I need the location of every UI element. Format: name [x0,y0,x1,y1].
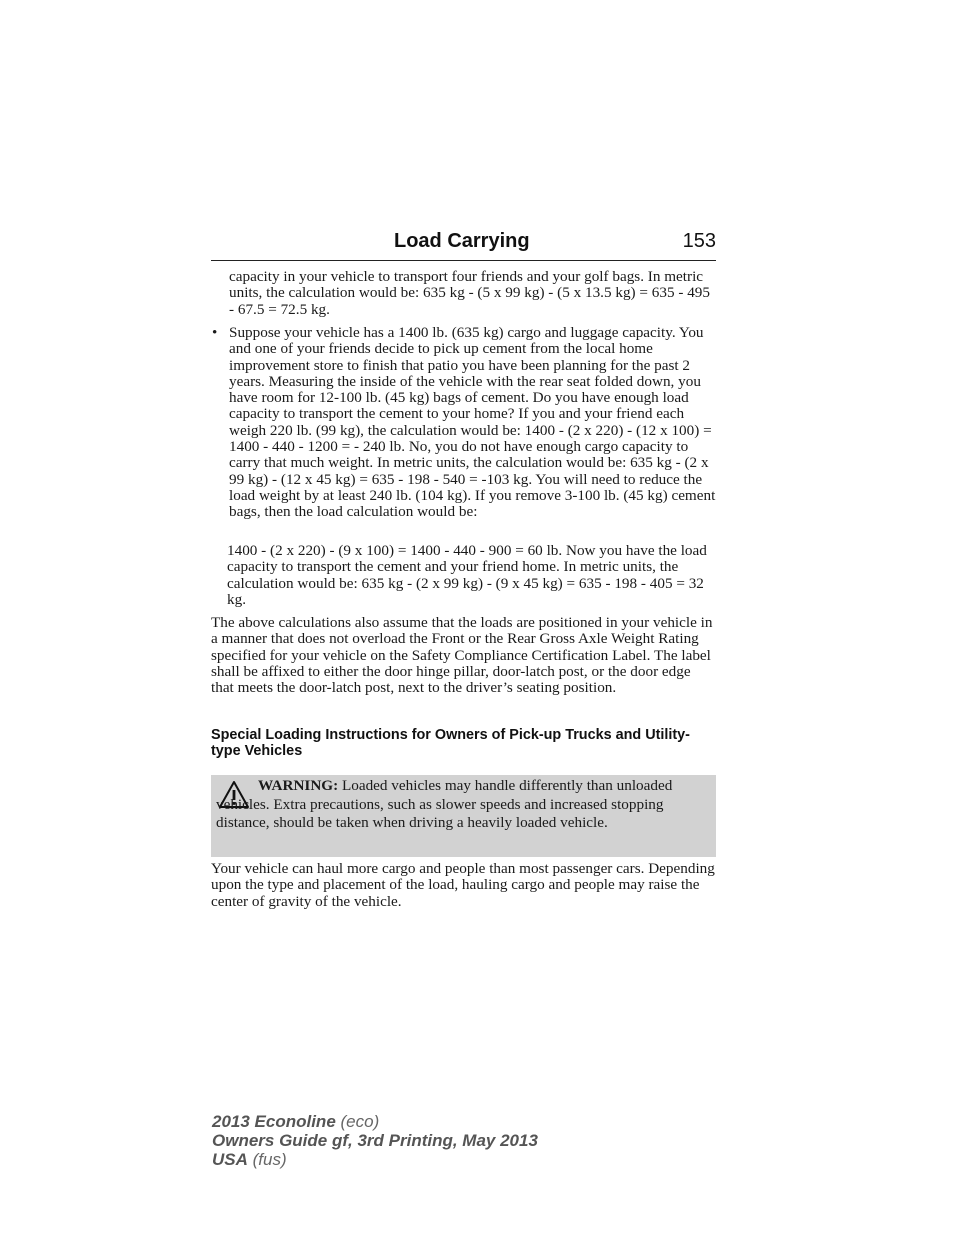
warning-box [211,775,716,857]
warning-label: WARNING: [258,777,339,794]
footer-market-line [212,1150,612,1169]
footer-market-code: (fus) [252,1150,287,1169]
section-title: Load Carrying [394,230,530,252]
page-footer [212,1112,612,1169]
footer-model-line [212,1112,612,1131]
footer-guide: Owners Guide gf, 3rd Printing, May 2013 [212,1131,538,1150]
footer-guide-line [212,1131,612,1150]
continued-paragraph: capacity in your vehicle to transport four friends and your golf bags. In metric units, the calculation would be: 635 kg - (5 x 99 kg) - (5 x 13.5 kg) = 635 - 495 - 67.5 = 72.5 kg. [229,268,710,318]
center-of-gravity-paragraph: Your vehicle can haul more cargo and people than most passenger cars. Depending upon the type and placement of the load, hauling cargo and people may raise the center of gravity of the vehicle. [211,860,715,910]
bullet-paragraph: Suppose your vehicle has a 1400 lb. (635 kg) cargo and luggage capacity. You and one of your friends decide to pick up cement from the local home improvement store to finish that patio you have been planning for the past 2 years. Measuring the inside of the vehicle with the rear seat folded down, you have room for 12-100 lb. (45 kg) bags of cement. Do you have enough load capacity to transport the cement to your home? If you and your friend each weigh 220 lb. (99 kg), the calculation would be: 1400 - (2 x 220) - (12 x 100) = 1400 - 440 - 1200 = - 240 lb. No, you do not have enough cargo capacity to carry that much weight. In metric units, the calculation would be: 635 kg - (2 x 99 kg) - (12 x 45 kg) = 635 - 198 - 540 = -103 kg. You will need to reduce the load weight by at least 240 lb. (104 kg). If you remove 3-100 lb. (45 kg) cement bags, then the load calculation would be: [229,324,716,521]
warning-text: Loaded vehicles may handle differently than unloaded vehicles. Extra precautions, such as slower speeds and increased stopping distance, should be taken when driving a heavily loaded vehicle. [216,777,673,832]
page-number: 153 [682,230,716,252]
axle-weight-paragraph: The above calculations also assume that the loads are positioned in your vehicle in a manner that does not overload the Front or the Rear Gross Axle Weight Rating specified for your vehicle on the Safety Compliance Certification Label. The label shall be affixed to either the door hinge pillar, door-latch post, or the door edge that meets the door-latch post, next to the driver’s seating position. [211,614,713,697]
section-subheading: Special Loading Instructions for Owners of Pick-up Trucks and Utility-type Vehicles [211,727,690,759]
footer-market: USA [212,1150,248,1169]
warning-message [216,777,710,833]
footer-model-code: (eco) [340,1112,380,1131]
bullet-calculation: 1400 - (2 x 220) - (9 x 100) = 1400 - 440 - 900 = 60 lb. Now you have the load capacity to transport the cement and your friend home. In metric units, the calculation would be: 635 kg - (2 x 99 kg) - (9 x 45 kg) = 635 - 198 - 405 = 32 kg. [227,542,707,608]
footer-model: 2013 Econoline [212,1112,336,1131]
page-header [211,230,716,261]
bullet-marker: • [212,324,218,341]
